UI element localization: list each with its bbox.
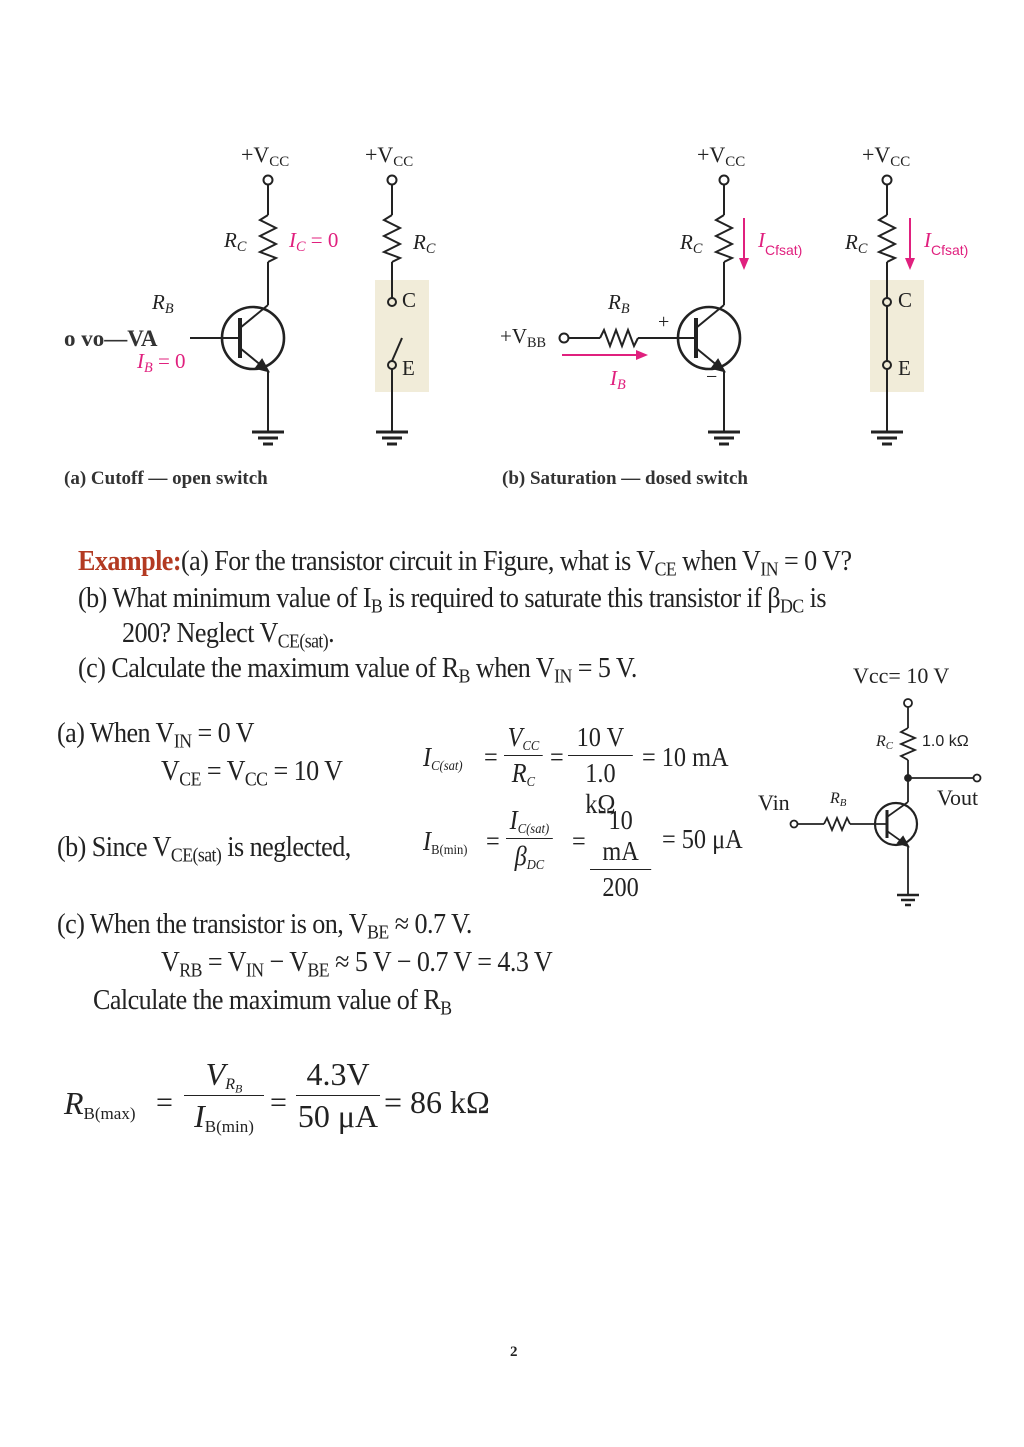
rc-label-2: $R_C$ <box>413 230 436 257</box>
ibmin-eq2: = <box>572 826 586 856</box>
vcc-label-4: $+V_{CC}$ <box>862 142 911 171</box>
minus-sign: − <box>706 366 718 388</box>
rbmax-eq1: = <box>156 1086 173 1119</box>
solution-c-line1: (c) When the transistor is on, $V_{BE} \approx 0.7$ V. <box>57 908 472 944</box>
vcc-label-2: $+V_{CC}$ <box>365 142 414 171</box>
cutoff-transistor-circuit <box>190 176 284 445</box>
ibmin-eq1: = <box>486 826 500 856</box>
example-line-b: (b) What minimum value of $I_B$ is required to saturate this transistor if $\beta_{DC}$ is <box>78 582 826 618</box>
ic-zero-label: $I_C = 0$ <box>289 228 339 255</box>
vbb-label: $+V_{BB}$ <box>500 324 547 351</box>
ib-label: $I_B$ <box>610 366 626 393</box>
example-line-a: Example:(a) For the transistor circuit in Figure, what is $V_{CE}$ when $V_{IN} = 0$ V? <box>78 545 852 581</box>
small-vout-label: Vout <box>937 785 979 810</box>
saturation-transistor-circuit <box>560 176 741 445</box>
solution-c-line2: $V_{RB} = V_{IN} - V_{BE} \approx 5$ V − 0.7 V = 4.3 V <box>161 946 553 982</box>
rb-label-2: $R_B$ <box>608 290 630 317</box>
example-line-c: (c) Calculate the maximum value of $R_B$ when $V_{IN} = 5$ V. <box>78 652 637 688</box>
icsat-label-2: $I_{Cfsat)}$ <box>924 228 969 258</box>
caption-cutoff: (a) Cutoff — open switch <box>64 468 268 489</box>
ibmin-lhs: $I_{B(min)}$ <box>423 826 468 858</box>
input-label: o vo—VA <box>64 326 158 351</box>
icsat-label-1: $I_{Cfsat)}$ <box>758 228 803 258</box>
solution-a-line2: $V_{CE} = V_{CC} = 10$ V <box>161 755 343 791</box>
ibmin-frac1: $I_{C(sat)}$ $\beta_{DC}$ <box>506 805 553 872</box>
page-number: 2 <box>510 1344 518 1360</box>
small-rc-value: 1.0 kΩ <box>922 733 969 750</box>
solution-c-line3: Calculate the maximum value of $R_B$ <box>93 984 452 1020</box>
solution-b-line: (b) Since $V_{CE(sat)}$ is neglected, <box>57 831 351 867</box>
rbmax-eq2: = <box>270 1086 287 1119</box>
small-rc-label: $R_C$ <box>876 733 894 753</box>
solution-a-line1: (a) When $V_{IN} = 0$ V <box>57 717 254 753</box>
example-line-b2: 200? Neglect $V_{CE(sat)}$. <box>122 617 335 653</box>
ibmin-result: = 50 μA <box>662 824 743 854</box>
emitter-label-1: E <box>402 356 415 380</box>
closed-switch-circuit <box>870 176 924 445</box>
small-rb-label: $R_B$ <box>830 790 847 810</box>
rbmax-lhs: $R_{B(max)}$ <box>64 1085 136 1123</box>
plus-sign: + <box>658 311 670 333</box>
icsat-frac1: $V_{CC}$ $R_C$ <box>504 722 543 789</box>
ib-zero-label: $I_B = 0$ <box>137 349 186 376</box>
ibmin-frac2: $\frac{10 mA}{200}$ <box>590 805 651 903</box>
small-vin-label: Vin <box>758 790 790 815</box>
icsat-eq1: = <box>484 742 498 772</box>
caption-saturation: (b) Saturation — dosed switch <box>502 468 748 489</box>
icsat-result: = 10 mA <box>642 742 729 772</box>
rc-label-4: $R_C$ <box>845 230 868 257</box>
collector-label-2: C <box>898 288 913 312</box>
rc-label-3: $R_C$ <box>680 230 703 257</box>
icsat-eq2: = <box>550 742 564 772</box>
icsat-frac2: $\frac{10 V}{1.0 k\Omega}$ <box>568 722 633 820</box>
rbmax-frac2: $\frac{4.3V}{50 \mu A}$ <box>297 1056 379 1134</box>
emitter-label-2: E <box>898 356 911 380</box>
vcc-label-3: $+V_{CC}$ <box>697 142 746 171</box>
icsat-lhs: $I_{C(sat)}$ <box>423 742 463 774</box>
collector-label-1: C <box>402 288 417 312</box>
small-vcc-label: Vcc= 10 V <box>853 663 950 688</box>
vcc-label-1: $+V_{CC}$ <box>241 142 290 171</box>
rb-label-1: $R_B$ <box>152 290 174 317</box>
rbmax-result: = 86 kΩ <box>384 1084 490 1120</box>
rc-label-1: $R_C$ <box>224 228 247 255</box>
switch-circuits-figure <box>0 0 1024 500</box>
rbmax-frac1: $V_{R_B}$ $I_{B(min)}$ <box>184 1056 264 1135</box>
